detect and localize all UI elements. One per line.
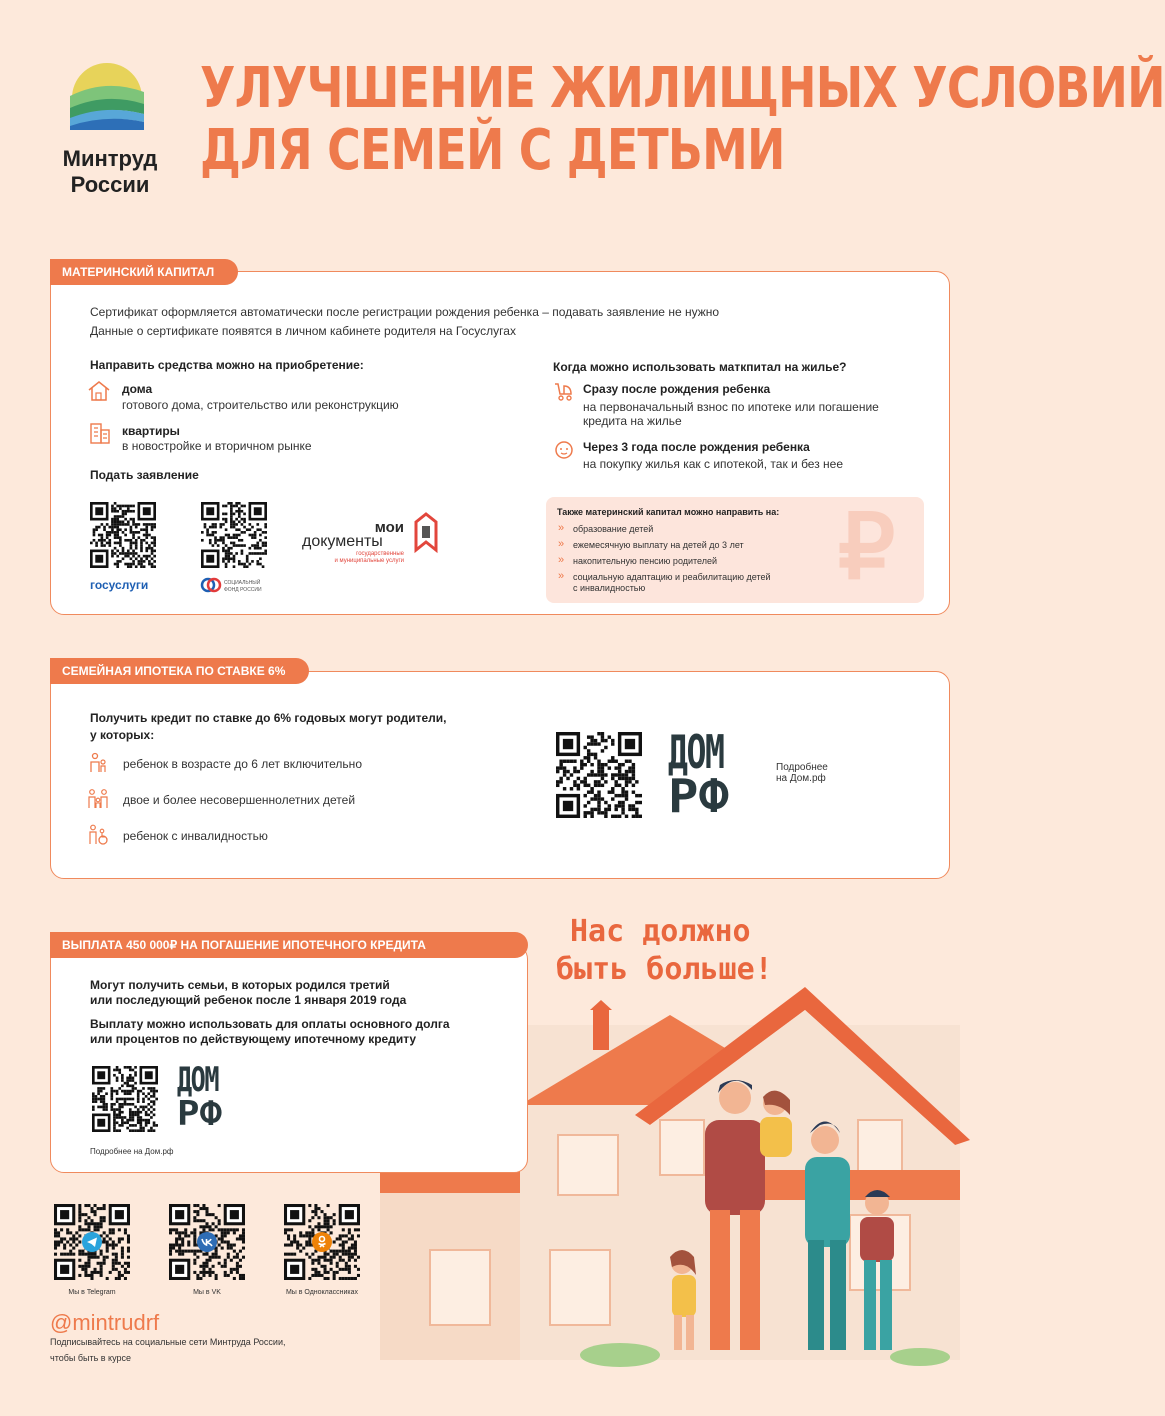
moi-documenty-icon (414, 512, 438, 552)
family-icon (88, 752, 108, 774)
matcap-tab: МАТЕРИНСКИЙ КАПИТАЛ (50, 259, 238, 285)
payout-tab: ВЫПЛАТА 450 000₽ НА ПОГАШЕНИЕ ИПОТЕЧНОГО КРЕДИТА (50, 932, 528, 958)
ruble-watermark: ₽ (838, 498, 896, 598)
slogan-line1: Нас должно (570, 914, 751, 949)
gosuslugi-logo: госуслуги (90, 578, 149, 592)
when-title: Когда можно использовать маткпитал на жилье? (553, 360, 847, 374)
payout-p2-line1: Выплату можно использовать для оплаты основного долга (90, 1017, 450, 1031)
telegram-label: Мы в Telegram (68, 1289, 116, 1296)
domrf-logo-line1: ДОМ (668, 725, 724, 779)
slogan-line2: быть больше! (556, 952, 773, 987)
chevron-right-icon: » (558, 554, 565, 566)
mortgage-more2: на Дом.рф (776, 773, 826, 784)
qr-code-domrf[interactable] (556, 732, 642, 818)
payout-domrf-line2: РФ (177, 1094, 223, 1134)
sfr-label: СОЦИАЛЬНЫЙ ФОНД РОССИИ (224, 580, 262, 593)
also-item-2: ежемесячную выплату на детей до 3 лет (573, 540, 744, 550)
also-item-4: социальную адаптацию и реабилитацию детей (573, 572, 771, 582)
when1-desc1: на первоначальный взнос по ипотеке или погашение (583, 400, 879, 414)
matcap-intro1: Сертификат оформляется автоматически после регистрации рождения ребенка – подавать заявление не нужно (90, 305, 720, 319)
slogan (556, 913, 773, 989)
when1-desc2: кредита на жилье (583, 414, 682, 428)
also-item-3: накопительную пенсию родителей (573, 556, 718, 566)
qr-code-sfr[interactable] (201, 502, 267, 568)
org-name-line2: России (70, 172, 150, 197)
moi-line1: мои (374, 519, 404, 536)
also-item-4-cont: с инвалидностью (573, 583, 646, 593)
moi-line3: государственные (356, 551, 404, 557)
social-note2: чтобы быть в курсе (50, 1353, 132, 1363)
vk-label: Мы в VK (193, 1289, 221, 1296)
chevron-right-icon: » (558, 570, 565, 582)
large-family-icon (86, 788, 110, 810)
social-handle[interactable]: @mintrudrf (50, 1310, 160, 1335)
moi-line4: и муниципальные услуги (334, 558, 404, 564)
purchase-flat-desc: в новостройке и вторичном рынке (122, 439, 312, 453)
telegram-icon (82, 1232, 102, 1252)
mortgage-intro2: у которых: (90, 728, 155, 742)
payout-domrf-logo (177, 1060, 247, 1134)
org-name (40, 146, 180, 198)
qr-code-gosuslugi[interactable] (90, 502, 156, 568)
payout-p2-line2: или процентов по действующему ипотечному кредиту (90, 1032, 417, 1046)
ok-label: Мы в Одноклассниках (285, 1289, 359, 1296)
chevron-right-icon: » (558, 538, 565, 550)
social-note1: Подписывайтесь на социальные сети Минтруда России, (50, 1337, 286, 1347)
mortgage-item-2: двое и более несовершеннолетних детей (123, 793, 356, 807)
payout-domrf-line1: ДОМ (177, 1060, 219, 1100)
apply-title: Подать заявление (90, 468, 199, 482)
payout-p1-line2: или последующий ребенок после 1 января 2019 года (90, 993, 407, 1007)
payout-p1-line1: Могут получить семьи, в которых родился третий (90, 978, 390, 992)
mortgage-item-1: ребенок в возрасте до 6 лет включительно (123, 757, 362, 771)
wheelchair-family-icon (86, 824, 110, 846)
page-title (200, 58, 1165, 182)
mortgage-intro1: Получить кредит по ставке до 6% годовых могут родители, (90, 711, 447, 725)
apartment-building-icon (89, 420, 111, 444)
child-face-icon (553, 439, 575, 461)
vk-icon (197, 1232, 217, 1252)
ok-icon (312, 1232, 332, 1252)
mortgage-tab: СЕМЕЙНАЯ ИПОТЕКА ПО СТАВКЕ 6% (50, 658, 309, 684)
chevron-right-icon: » (558, 522, 565, 534)
mortgage-item-3: ребенок с инвалидностью (123, 829, 268, 843)
house-icon (87, 380, 111, 402)
domrf-logo (668, 725, 758, 823)
moi-line2: документы (302, 533, 383, 550)
stroller-icon (553, 380, 575, 402)
when2-desc1: на покупку жилья как с ипотекой, так и без нее (583, 457, 844, 471)
matcap-intro2: Данные о сертификате появятся в личном кабинете родителя на Госуслугах (90, 324, 516, 338)
also-title: Также материнский капитал можно направить на: (557, 507, 780, 517)
title-line2: ДЛЯ СЕМЕЙ С ДЕТЬМИ (200, 118, 785, 183)
purchase-house-title: дома (122, 382, 153, 396)
when1-title: Сразу после рождения ребенка (583, 382, 771, 396)
purchase-house-desc: готового дома, строительство или реконструкцию (122, 398, 399, 412)
title-line1: УЛУЧШЕНИЕ ЖИЛИЩНЫХ УСЛОВИЙ (200, 56, 1165, 121)
mortgage-more1: Подробнее (776, 762, 828, 773)
when2-title: Через 3 года после рождения ребенка (583, 440, 810, 454)
payout-more: Подробнее на Дом.рф (90, 1147, 174, 1156)
mintrud-logo-icon (66, 48, 148, 132)
org-name-line1: Минтруд (62, 146, 158, 171)
also-item-1: образование детей (573, 524, 654, 534)
domrf-logo-line2: РФ (668, 769, 729, 823)
purchase-flat-title: квартиры (122, 424, 180, 438)
purchase-title: Направить средства можно на приобретение: (90, 358, 364, 372)
qr-code-payout-domrf[interactable] (92, 1066, 158, 1132)
sfr-logo-icon (201, 577, 221, 593)
